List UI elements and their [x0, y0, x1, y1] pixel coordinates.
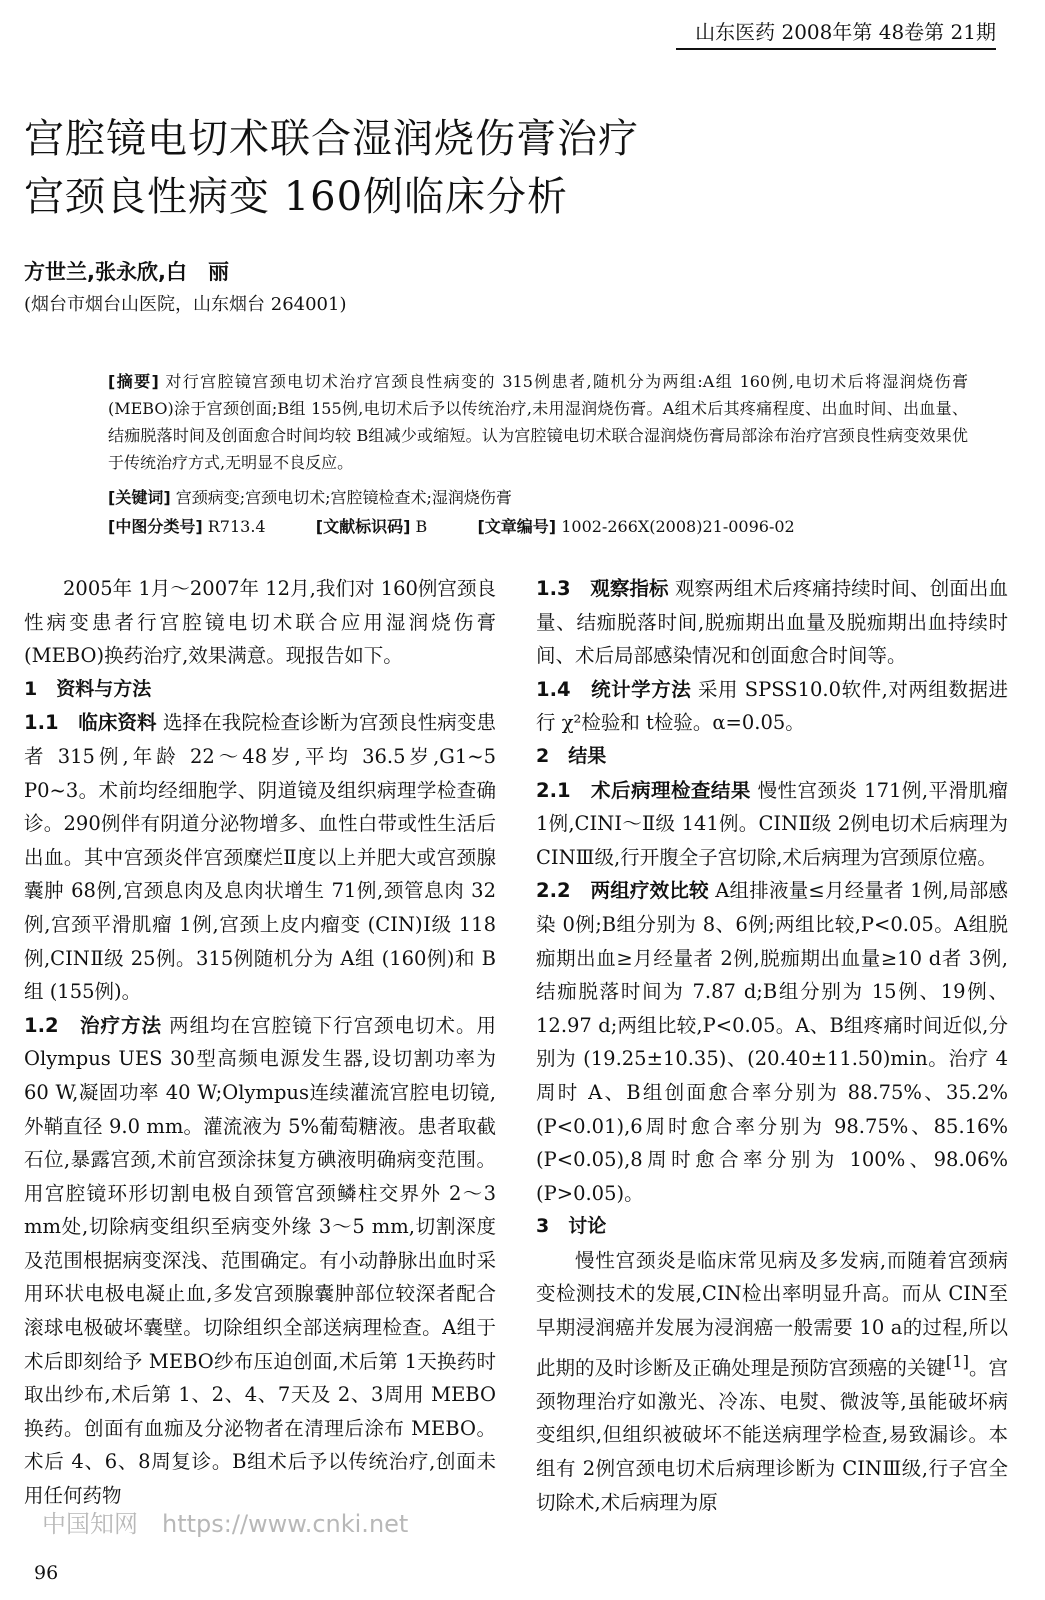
section-2-2-heading: 2.2 两组疗效比较 [536, 879, 709, 903]
section-2-1-text: 慢性宫颈炎 171例,平滑肌瘤 1例,CINⅠ～Ⅱ级 141例。CINⅡ级 2例电切术后病理为 CINⅢ级,行开腹全子宫切除,术后病理为宫颈原位癌。 [536, 778, 1008, 869]
section-2-2-text: A组排液量≤月经量者 1例,局部感染 0例;B组分别为 8、6例;两组比较,P<0.05。A组脱痂期出血≥月经量者 2例,脱痂期出血量≥10 d者 3例,结痂脱落时间为 7.87 d;B组分别为 15例、19例、12.97 d;两组比较,P<0.05。A、B组疼痛时间近似,分别为 (19.25±10.35)、(20.40±11.50)min。治疗 4周时 A、B组创面愈合率分别为 88.75%、35.2% (P<0.01),6周时愈合率分别为 98.75%、85.16% (P<0.05),8周时愈合率分别为 100%、98.06% (P>0.05)。 [536, 879, 1008, 1205]
title-line-2: 宫颈良性病变 160例临床分析 [24, 174, 569, 220]
keywords-text: 宫颈病变;宫颈电切术;宫腔镜检查术;湿润烧伤膏 [175, 488, 512, 507]
keywords [108, 485, 968, 508]
abstract [108, 368, 968, 476]
abstract-label: [摘要] [108, 372, 159, 391]
section-1-4-heading: 1.4 统计学方法 [536, 677, 692, 701]
clc-label: [中图分类号] [108, 517, 203, 536]
section-3-paragraph [536, 1244, 1008, 1519]
keywords-label: [关键词] [108, 488, 171, 507]
section-1-heading: 1 资料与方法 [24, 677, 152, 700]
section-2-heading: 2 结果 [536, 744, 607, 767]
doc-code-label: [文献标识码] [315, 517, 411, 536]
authors: 方世兰,张永欣,白 丽 [24, 260, 229, 284]
section-3-text-cont: 。宫颈物理治疗如激光、冷冻、电熨、微波等,虽能破坏病变组织,但组织被破坏不能送病理学检查,易致漏诊。本组有 2例宫颈电切术后病理诊断为 CINⅢ级,行子宫全切除术,术后病理为原 [536, 1356, 1008, 1514]
section-1-4-text: 采用 SPSS10.0软件,对两组数据进行 χ²检验和 t检验。α=0.05。 [536, 677, 1009, 735]
section-1-2-text: 两组均在宫腔镜下行宫颈电切术。用 Olympus UES 30型高频电源发生器,设切割功率为 60 W,凝固功率 40 W;Olympus连续灌流宫腔电切镜,外鞘直径 9.0 mm。灌流液为 5%葡萄糖液。患者取截石位,暴露宫颈,术前宫颈涂抹复方碘液明确病变范围。用宫腔镜环形切割电极自颈管宫颈鳞柱交界外 2～3 mm处,切除病变组织至病变外缘 3～5 mm,切割深度及范围根据病变深浅、范围确定。有小动静脉出血时采用环状电极电凝止血,多发宫颈腺囊肿部位较深者配合滚球电极破坏囊壁。切除组织全部送病理检查。A组于术后即刻给予 MEBO纱布压迫创面,术后第 1天换药时取出纱布,术后第 1、2、4、7天及 2、3周用 MEBO换药。创面有血痂及分泌物者在清理后涂布 MEBO。术后 4、6、8周复诊。B组术后予以传统治疗,创面未用任何药物 [24, 1013, 496, 1508]
doc-code-value: B [415, 517, 428, 536]
reference-1[interactable]: [1] [945, 1351, 969, 1371]
section-3-heading: 3 讨论 [536, 1215, 607, 1238]
section-2-1-heading: 2.1 术后病理检查结果 [536, 778, 751, 802]
article-title [24, 110, 744, 226]
cnki-watermark: 中国知网 https://www.cnki.net [42, 1510, 409, 1538]
section-2-1 [536, 774, 1008, 875]
section-1-2 [24, 1009, 496, 1513]
section-1-3-heading: 1.3 观察指标 [536, 577, 669, 600]
clc-value: R713.4 [207, 517, 266, 536]
section-1-2-heading: 1.2 治疗方法 [24, 1013, 162, 1037]
journal-header: 山东医药 2008年第 48卷第 21期 [676, 16, 996, 50]
title-line-1: 宫腔镜电切术联合湿润烧伤膏治疗 [24, 116, 639, 162]
abstract-text: 对行宫腔镜宫颈电切术治疗宫颈良性病变的 315例患者,随机分为两组:A组 160例,电切术后将湿润烧伤膏 (MEBO)涂于宫颈创面;B组 155例,电切术后予以传统治疗,未用湿润烧伤膏。A组术后其疼痛程度、出血时间、出血量、结痂脱落时间及创面愈合时间均较 B组减少或缩短。认为宫腔镜电切术联合湿润烧伤膏局部涂布治疗宫颈良性病变效果优于传统治疗方式,无明显不良反应。 [108, 372, 968, 472]
right-column [536, 572, 1008, 1562]
section-3-text: 慢性宫颈炎是临床常见病及多发病,而随着宫颈病变检测技术的发展,CIN检出率明显升高。而从 CIN至早期浸润癌并发展为浸润癌一般需要 10 a的过程,所以此期的及时诊断及正确处理是预防宫颈癌的关键 [536, 1248, 1008, 1380]
section-1-3 [536, 572, 1008, 673]
section-2-2 [536, 874, 1008, 1210]
article-number-value: 1002-266X(2008)21-0096-02 [561, 517, 795, 536]
page-number: 96 [34, 1562, 59, 1584]
section-1-3-text: 观察两组术后疼痛持续时间、创面出血量、结痂脱落时间,脱痂期出血量及脱痂期出血持续时间、术后局部感染情况和创面愈合时间等。 [536, 577, 1008, 668]
intro-paragraph: 2005年 1月～2007年 12月,我们对 160例宫颈良性病变患者行宫腔镜电切术联合应用湿润烧伤膏 (MEBO)换药治疗,效果满意。现报告如下。 [24, 577, 496, 668]
section-1-1 [24, 706, 496, 1008]
classification-line [108, 514, 1008, 537]
left-column [24, 572, 496, 1532]
section-1-1-text: 选择在我院检查诊断为宫颈良性病变患者 315例,年龄 22～48岁,平均 36.5岁,G1~5 P0~3。术前均经细胞学、阴道镜及组织病理学检查确诊。290例伴有阴道分泌物增多、血性白带或性生活后出血。其中宫颈炎伴宫颈糜烂Ⅱ度以上并肥大或宫颈腺囊肿 68例,宫颈息肉及息肉状增生 71例,颈管息肉 32例,宫颈平滑肌瘤 1例,宫颈上皮内瘤变 (CIN)Ⅰ级 118例,CINⅡ级 25例。315例随机分为 A组 (160例)和 B组 (155例)。 [24, 711, 496, 1004]
affiliation: (烟台市烟台山医院，山东烟台 264001) [24, 294, 347, 315]
article-number-label: [文章编号] [477, 517, 557, 536]
section-1-1-heading: 1.1 临床资料 [24, 711, 157, 735]
section-1-4 [536, 673, 1008, 740]
